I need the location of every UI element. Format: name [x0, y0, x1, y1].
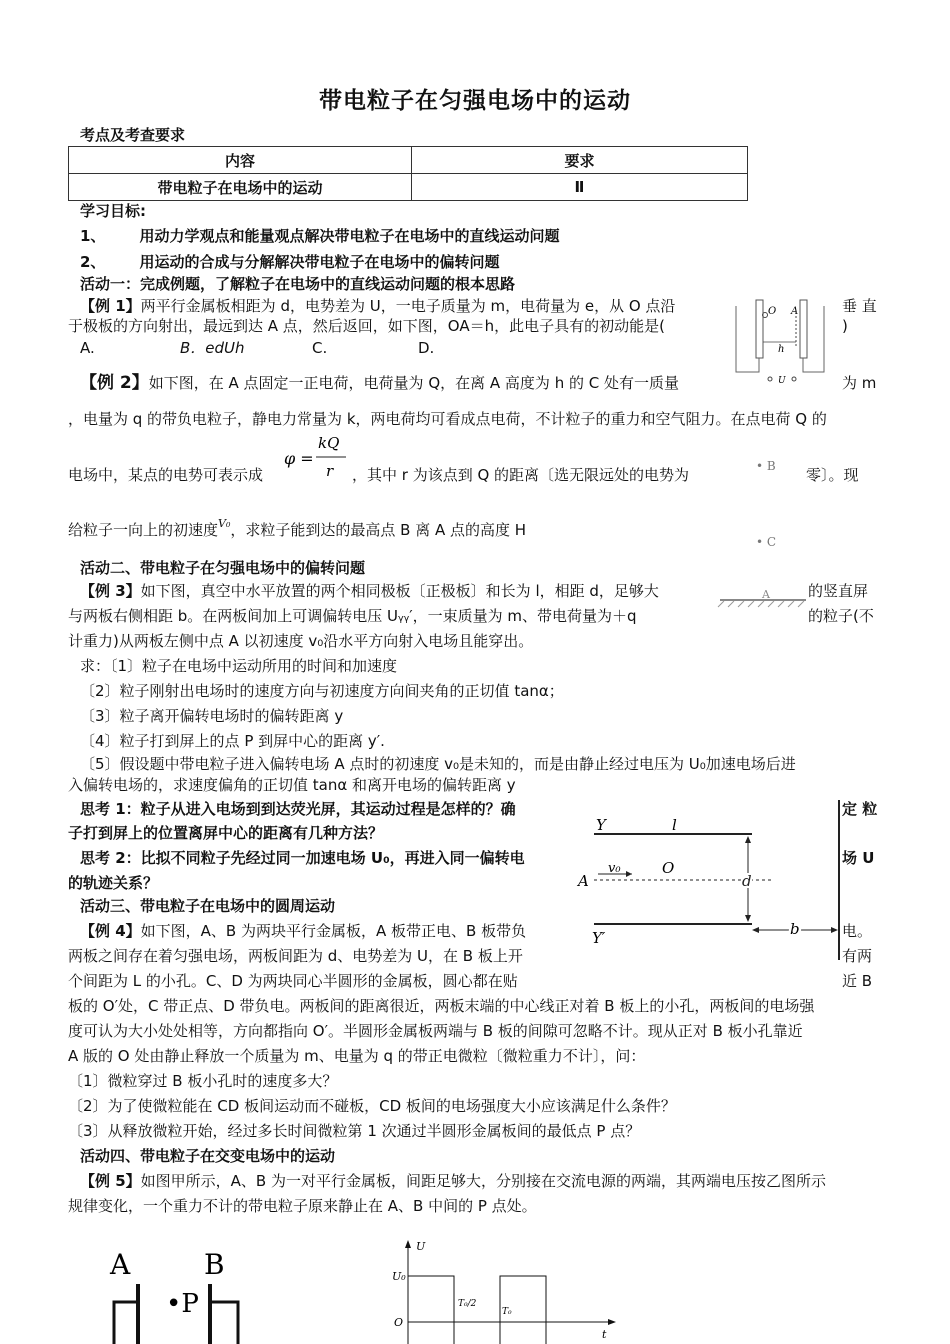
point-b: • B [756, 459, 776, 473]
example-text: 如下图，A、B 为两块平行金属板，A 板带正电、B 板带负 [140, 922, 527, 940]
label-h: h [778, 344, 785, 355]
label-o: O [394, 1316, 404, 1329]
label-o: O [662, 859, 675, 877]
example-1-line-2-tail: ) [842, 317, 848, 335]
example-5-line-1 [80, 1170, 826, 1192]
requirements-table [68, 146, 748, 201]
example-3-line-2-tail: 的粒子(不 [808, 607, 874, 625]
example-2-line-1 [80, 372, 679, 394]
think-1-line-2: 子打到屏上的位置离屏中心的距离有几种方法？ [68, 824, 384, 842]
example-1-line-2: 于极板的方向射出，最远到达 A 点，然后返回，如下图，OA＝h，此电子具有的初动能是( [68, 317, 665, 335]
wave-segment-1 [408, 1276, 454, 1344]
question: 〔3〕从释放微粒开始，经过多长时间微粒第 1 次通过半圆形金属板间的最低点 P 点？ [68, 1122, 641, 1140]
label-u0: U₀ [392, 1270, 406, 1283]
v0-symbol: V₀ [218, 517, 231, 530]
example-label: 【例 2】 [80, 373, 149, 393]
think-2-line-2: 的轨迹关系？ [68, 874, 159, 892]
example-4-line-4: 板的 O′处，C 带正点、D 带负电。两板间的距离很近，两板末端的中心线正对着 B 板上的小孔，两板间的电场强 [68, 997, 815, 1015]
label-a: A [791, 306, 799, 317]
example-2-line-4 [68, 519, 526, 543]
formula-lhs: φ = [284, 449, 314, 468]
plate-right [800, 300, 807, 358]
goal-number: 2、 [80, 253, 106, 271]
activity-1-heading: 活动一：完成例题，了解粒子在电场中的直线运动问题的根本思路 [80, 275, 516, 293]
example-4-line-2: 两板之间存在着匀强电场，两板间距为 d、电势差为 U，在 B 板上开 [68, 947, 523, 965]
section-requirements-heading: 考点及考查要求 [80, 126, 186, 144]
point-c: • C [756, 535, 777, 549]
label-t0: T₀ [502, 1307, 512, 1317]
example-text: 如下图，真空中水平放置的两个相同极板〔正极板〕和长为 l，相距 d，足够大 [140, 582, 659, 600]
label-plate-b: B [204, 1248, 225, 1281]
example-text: ，求粒子能到达的最高点 B 离 A 点的高度 H [230, 521, 527, 539]
ground-hatching [718, 601, 804, 607]
think-1-line-1: 思考 1：粒子从进入电场到到达荧光屏，其运动过程是怎样的？确 [80, 800, 516, 818]
label-b: b [790, 920, 800, 938]
question: 〔5〕假设题中带电粒子进入偏转电场 A 点时的初速度 v₀是未知的，而是由静止经过电压为 U₀加速电场后进 [80, 755, 796, 773]
example-1-line-1 [80, 295, 675, 317]
example-4-line-3-tail: 近 B [842, 972, 873, 990]
example-3-line-1 [80, 580, 659, 602]
example-text: 如图甲所示，A、B 为一对平行金属板，间距足够大，分别接在交流电源的两端，其两端电压按乙图所示 [140, 1172, 826, 1190]
label-point-p: •P [166, 1289, 199, 1319]
example-text: 两平行金属板相距为 d，电势差为 U，一电子质量为 m，电荷量为 e，从 O 点沿 [140, 297, 676, 315]
option-d: D. [418, 339, 435, 357]
goal-text: 用运动的合成与分解解决带电粒子在电场中的偏转问题 [139, 253, 500, 271]
table-header-requirement: 要求 [412, 147, 748, 174]
goal-number: 1、 [80, 227, 106, 245]
example-4-line-6: A 版的 O 处由静止释放一个质量为 m、电量为 q 的带正电微粒〔微粒重力不计〕，问： [68, 1047, 646, 1065]
example-2-line-1-tail: 为 m [842, 374, 877, 392]
label-v0: v₀ [608, 861, 621, 876]
table-cell-content: 带电粒子在电场中的运动 [69, 174, 412, 201]
example-label: 【例 4】 [80, 922, 141, 940]
label-y-prime: Y′ [592, 929, 606, 947]
formula-numerator: kQ [318, 434, 340, 452]
terminal-left [768, 377, 772, 381]
option-b: B．edUh [180, 339, 245, 357]
example-text: 给粒子一向上的初速度 [68, 521, 219, 539]
question: 〔2〕粒子刚射出电场时的速度方向与初速度方向间夹角的正切值 tanα； [80, 682, 564, 700]
label-plate-a: A [110, 1248, 131, 1281]
example-2-line-2: ，电量为 q 的带负电粒子，静电力常量为 k，两电荷均可看成点电荷，不计粒子的重力和空气阻力。在点电荷 Q 的 [68, 410, 827, 428]
example-1-line-1-tail: 垂 直 [842, 297, 877, 315]
activity-3-heading: 活动三、带电粒子在电场中的圆周运动 [80, 897, 336, 915]
example-label: 【例 3】 [80, 582, 141, 600]
table-row [69, 174, 748, 201]
question: 〔2〕为了使微粒能在 CD 板间运动而不碰板，CD 板间的电场强度大小应该满足什么条件？ [68, 1097, 676, 1115]
example-4-line-2-tail: 有两 [842, 947, 873, 965]
goal-2 [80, 251, 499, 273]
wire-b [210, 1302, 238, 1344]
example-3-line-3: 计重力)从两板左侧中点 A 以初速度 v₀沿水平方向射入电场且能穿出。 [68, 632, 534, 650]
example-5-line-2: 规律变化，一个重力不计的带电粒子原来静止在 A、B 中间的 P 点处。 [68, 1197, 537, 1215]
table-header-content: 内容 [69, 147, 412, 174]
wire-left [736, 358, 759, 372]
example-label: 【例 1】 [80, 297, 141, 315]
activity-4-heading: 活动四、带电粒子在交变电场中的运动 [80, 1147, 336, 1165]
label-u: U [778, 376, 786, 386]
point-a: A [762, 588, 770, 601]
velocity-arrowhead [626, 871, 632, 877]
label-a: A [578, 872, 589, 890]
option-c: C. [312, 339, 328, 357]
example-4-line-1-tail: 电。 [842, 922, 873, 940]
table-header-row [69, 147, 748, 174]
example-2-line-3-tail: 零〕。现 [806, 466, 859, 484]
think-1-tail: 定 粒 [842, 800, 878, 818]
goal-1 [80, 225, 559, 247]
example-4-line-3: 个间距为 L 的小孔。C、D 为两块同心半圆形的金属板，圆心都在贴 [68, 972, 518, 990]
u-axis-arrow [405, 1240, 411, 1248]
example-2-figure [712, 450, 812, 610]
example-3-figure [576, 800, 846, 960]
question: 〔3〕粒子离开偏转电场时的偏转距离 y [80, 707, 344, 725]
example-2-line-3a: 电场中，某点的电势可表示成 [68, 466, 264, 484]
wire-a [114, 1302, 138, 1344]
think-2-line-1: 思考 2：比拟不同粒子先经过同一加速电场 U₀，再进入同一偏转电 [80, 849, 525, 867]
table-cell-requirement: Ⅱ [412, 174, 748, 201]
label-d: d [742, 872, 752, 890]
example-4-line-5: 度可认为大小处处相等，方向都指向 O′。半圆形金属板两端与 B 板的间隙可忽略不计。现从正对 B 板小孔靠近 [68, 1022, 803, 1040]
example-3-line-2: 与两板右侧相距 b。在两板间加上可调偏转电压 Uᵧᵧ′，一束质量为 m、带电荷量为＋q [68, 607, 637, 625]
example-4-line-1 [80, 920, 526, 942]
example-5-figure-b [380, 1236, 620, 1344]
label-t: t [602, 1328, 607, 1341]
label-o: O [768, 306, 777, 317]
question: 〔1〕微粒穿过 B 板小孔时的速度多大？ [68, 1072, 338, 1090]
t-axis-arrow [608, 1319, 616, 1325]
page-title: 带电粒子在匀强电场中的运动 [319, 88, 631, 114]
example-5-figure-a [100, 1240, 260, 1344]
potential-formula [284, 432, 350, 484]
example-2-line-3b: ，其中 r 为该点到 Q 的距离〔选无限远处的电势为 [352, 466, 690, 484]
goals-heading: 学习目标: [80, 202, 146, 220]
activity-2-heading: 活动二、带电粒子在匀强电场中的偏转问题 [80, 559, 366, 577]
label-l: l [672, 816, 677, 834]
plate-left [756, 300, 763, 358]
label-y: Y [596, 816, 606, 834]
label-u: U [416, 1240, 426, 1253]
example-text: 如下图，在 A 点固定一正电荷，电荷量为 Q，在离 A 高度为 h 的 C 处有一质量 [148, 374, 679, 392]
label-t-half: T₀/2 [458, 1299, 477, 1309]
example-3-line-1-tail: 的竖直屏 [808, 582, 869, 600]
example-1-figure [728, 292, 838, 392]
example-label: 【例 5】 [80, 1172, 141, 1190]
question: 入偏转电场的，求速度偏角的正切值 tanα 和离开电场的偏转距离 y [68, 776, 516, 794]
think-2-tail: 场 U [842, 849, 875, 867]
terminal-right [792, 377, 796, 381]
question: 〔4〕粒子打到屏上的点 P 到屏中心的距离 y′. [80, 732, 385, 750]
option-a: A. [80, 339, 95, 357]
goal-text: 用动力学观点和能量观点解决带电粒子在电场中的直线运动问题 [139, 227, 560, 245]
formula-denominator: r [326, 462, 334, 480]
question: 求：〔1〕粒子在电场中运动所用的时间和加速度 [80, 657, 398, 675]
wire-right [803, 306, 824, 372]
